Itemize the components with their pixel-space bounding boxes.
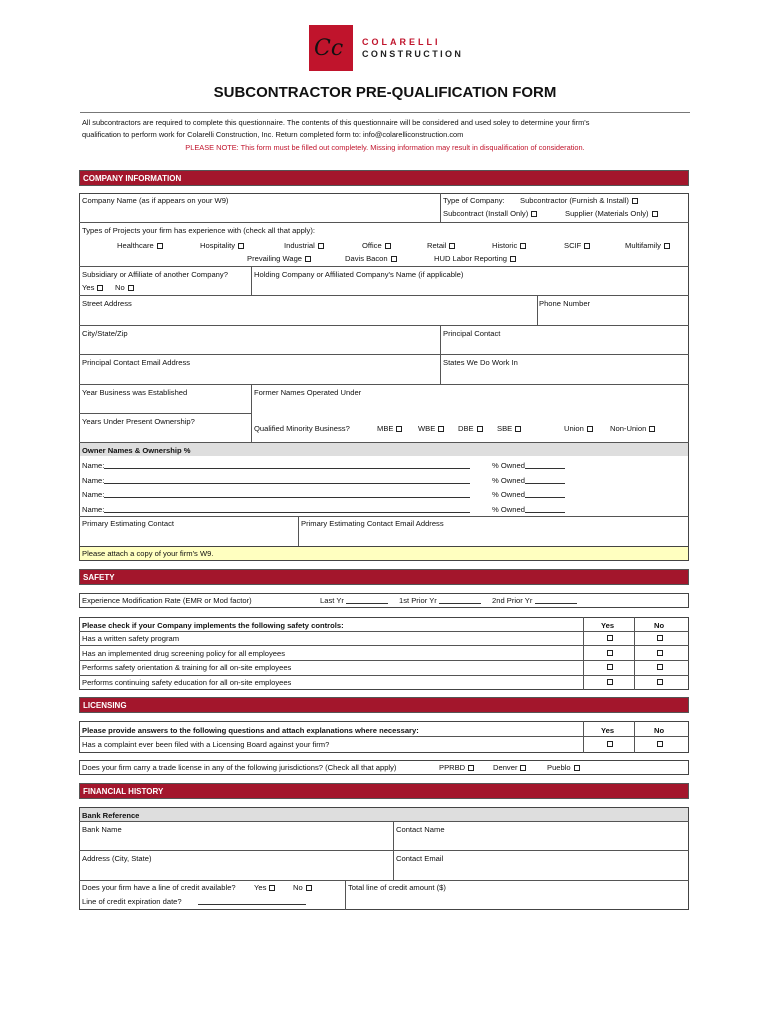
project-types-label: Types of Projects your firm has experience with (check all that apply): [82, 226, 315, 235]
divider [440, 193, 441, 222]
line-of-credit-no[interactable]: No [293, 883, 312, 892]
divider [634, 617, 635, 690]
bank-reference-header: Bank Reference [82, 811, 140, 820]
phone-number-field[interactable]: Phone Number [539, 299, 591, 308]
principal-email-field[interactable]: Principal Contact Email Address [82, 358, 191, 367]
states-field[interactable]: States We Do Work In [443, 358, 518, 367]
owners-header: Owner Names & Ownership % [82, 446, 191, 455]
emr-last-yr[interactable]: Last Yr [320, 596, 388, 605]
divider [79, 295, 689, 296]
jurisdiction-denver[interactable]: Denver [493, 763, 526, 772]
safety-item-yes-checkbox[interactable] [607, 664, 613, 670]
line-of-credit-question: Does your firm have a line of credit available? [82, 883, 236, 892]
intro-line-1: All subcontractors are required to complete this questionnaire. The contents of this questionnaire will be considered and used soley to determine your firm's [82, 118, 590, 127]
principal-contact-field[interactable]: Principal Contact [443, 329, 501, 338]
checkbox[interactable] [652, 211, 658, 217]
safety-item: Has an implemented drug screening policy for all employees [82, 649, 286, 658]
disqualification-note: PLEASE NOTE: This form must be filled out completely. Missing information may result in disqualification of consideration. [185, 143, 585, 152]
project-hospitality[interactable]: Hospitality [200, 241, 244, 250]
checkbox[interactable] [128, 285, 134, 291]
minority-dbe[interactable]: DBE [458, 424, 483, 433]
project-multifamily[interactable]: Multifamily [625, 241, 670, 250]
contact-name-field[interactable]: Contact Name [396, 825, 445, 834]
divider [79, 736, 689, 737]
section-company-information: COMPANY INFORMATION [79, 170, 689, 186]
minority-mbe[interactable]: MBE [377, 424, 402, 433]
company-logo [309, 25, 353, 71]
safety-item-no-checkbox[interactable] [657, 635, 663, 641]
complaint-yes-checkbox[interactable] [607, 741, 613, 747]
owner-row[interactable]: Name: [82, 461, 470, 470]
subsidiary-yes[interactable]: Yes [82, 283, 103, 292]
checkbox[interactable] [468, 765, 474, 771]
licensing-instructions: Please provide answers to the following questions and attach explanations where necessary: [82, 726, 419, 735]
checkbox[interactable] [587, 426, 593, 432]
checkbox[interactable] [664, 243, 670, 249]
divider [79, 660, 689, 661]
jurisdiction-pprbd[interactable]: PPRBD [439, 763, 474, 772]
divider [251, 384, 252, 442]
logo-monogram: Cc [314, 36, 344, 61]
union-option[interactable]: Union [564, 424, 593, 433]
checkbox[interactable] [385, 243, 391, 249]
divider [440, 325, 441, 354]
emr-2nd-prior[interactable]: 2nd Prior Yr [492, 596, 577, 605]
divider [79, 880, 689, 881]
section-financial-history: FINANCIAL HISTORY [79, 783, 689, 799]
safety-yes-header: Yes [601, 621, 615, 630]
safety-item-yes-checkbox[interactable] [607, 650, 613, 656]
divider [583, 617, 584, 690]
non-union-option[interactable]: Non-Union [610, 424, 655, 433]
checkbox[interactable] [584, 243, 590, 249]
bank-ref-bg [80, 808, 688, 821]
logo-name-line2: CONSTRUCTION [362, 49, 464, 59]
year-established-field[interactable]: Year Business was Established [82, 388, 188, 397]
project-industrial[interactable]: Industrial [284, 241, 324, 250]
checkbox[interactable] [306, 885, 312, 891]
contact-email-field[interactable]: Contact Email [396, 854, 444, 863]
divider [634, 721, 635, 753]
city-state-zip-field[interactable]: City/State/Zip [82, 329, 128, 338]
divider [79, 850, 689, 851]
project-healthcare[interactable]: Healthcare [117, 241, 163, 250]
divider [79, 516, 689, 517]
licensing-no-header: No [654, 726, 665, 735]
checkbox[interactable] [632, 198, 638, 204]
divider [79, 325, 689, 326]
checkbox[interactable] [449, 243, 455, 249]
divider [79, 675, 689, 676]
company-name-field[interactable]: Company Name (as if appears on your W9) [82, 196, 229, 205]
divider [537, 295, 538, 325]
owner-row[interactable]: Name: [82, 505, 470, 514]
minority-sbe[interactable]: SBE [497, 424, 521, 433]
owner-percent[interactable]: % Owned [492, 476, 565, 485]
section-licensing: LICENSING [79, 697, 689, 713]
project-davis-bacon[interactable]: Davis Bacon [345, 254, 397, 263]
subsidiary-label: Subsidiary or Affiliate of another Company? [82, 270, 228, 279]
emr-label: Experience Modification Rate (EMR or Mod factor) [82, 596, 252, 605]
minority-wbe[interactable]: WBE [418, 424, 444, 433]
checkbox[interactable] [438, 426, 444, 432]
safety-item: Performs continuing safety education for all on-site employees [82, 678, 292, 687]
checkbox[interactable] [520, 243, 526, 249]
estimating-contact-field[interactable]: Primary Estimating Contact [82, 519, 174, 528]
divider [79, 222, 689, 223]
estimating-email-field[interactable]: Primary Estimating Contact Email Address [301, 519, 444, 528]
divider [79, 631, 689, 632]
safety-controls-header: Please check if your Company implements the following safety controls: [82, 621, 344, 630]
checkbox[interactable] [649, 426, 655, 432]
complaint-question: Has a complaint ever been filed with a Licensing Board against your firm? [82, 740, 330, 749]
divider [79, 384, 689, 385]
line-of-credit-yes[interactable]: Yes [254, 883, 275, 892]
checkbox[interactable] [391, 256, 397, 262]
former-names-field[interactable]: Former Names Operated Under [254, 388, 362, 397]
years-ownership-field[interactable]: Years Under Present Ownership? [82, 417, 195, 426]
intro-line-2: qualification to perform work for Colarelli Construction, Inc. Return completed form to: info@colarelliconstruction.com [82, 130, 464, 139]
safety-item-yes-checkbox[interactable] [607, 635, 613, 641]
safety-no-header: No [654, 621, 665, 630]
divider [583, 721, 584, 753]
project-office[interactable]: Office [362, 241, 391, 250]
safety-item-no-checkbox[interactable] [657, 650, 663, 656]
jurisdiction-pueblo[interactable]: Pueblo [547, 763, 580, 772]
divider [79, 354, 689, 355]
project-prevailing-wage[interactable]: Prevailing Wage [247, 254, 311, 263]
owner-percent[interactable]: % Owned [492, 505, 565, 514]
page-title: SUBCONTRACTOR PRE-QUALIFICATION FORM [213, 84, 557, 101]
type-sub-install-option[interactable]: Subcontract (Install Only) [443, 209, 537, 218]
holding-company-field[interactable]: Holding Company or Affiliated Company's Name (if applicable) [254, 270, 464, 279]
divider [79, 821, 689, 822]
checkbox[interactable] [238, 243, 244, 249]
checkbox[interactable] [157, 243, 163, 249]
safety-item-no-checkbox[interactable] [657, 679, 663, 685]
divider [345, 880, 346, 910]
credit-expiration-field[interactable]: Line of credit expiration date? [82, 897, 306, 906]
divider [440, 354, 441, 384]
financial-box [79, 807, 689, 910]
emr-1st-prior[interactable]: 1st Prior Yr [399, 596, 481, 605]
safety-item-no-checkbox[interactable] [657, 664, 663, 670]
logo-name-line1: COLARELLI [362, 37, 441, 47]
minority-label: Qualified Minority Business? [254, 424, 350, 433]
checkbox[interactable] [305, 256, 311, 262]
divider [251, 266, 252, 295]
checkbox[interactable] [574, 765, 580, 771]
title-divider [80, 112, 690, 113]
section-safety: SAFETY [79, 569, 689, 585]
checkbox[interactable] [520, 765, 526, 771]
owner-row[interactable]: Name: [82, 490, 470, 499]
checkbox[interactable] [396, 426, 402, 432]
checkbox[interactable] [318, 243, 324, 249]
divider [79, 645, 689, 646]
divider [79, 266, 689, 267]
safety-item: Performs safety orientation & training for all on-site employees [82, 663, 292, 672]
total-credit-field[interactable]: Total line of credit amount ($) [348, 883, 446, 892]
w9-note: Please attach a copy of your firm's W9. [82, 549, 214, 558]
project-historic[interactable]: Historic [492, 241, 526, 250]
checkbox[interactable] [531, 211, 537, 217]
type-of-company-label: Type of Company: [443, 196, 505, 205]
checkbox[interactable] [515, 426, 521, 432]
subsidiary-no[interactable]: No [115, 283, 134, 292]
checkbox[interactable] [97, 285, 103, 291]
owner-percent[interactable]: % Owned [492, 461, 565, 470]
project-scif[interactable]: SCIF [564, 241, 590, 250]
project-retail[interactable]: Retail [427, 241, 455, 250]
checkbox[interactable] [477, 426, 483, 432]
owner-row[interactable]: Name: [82, 476, 470, 485]
type-sub-furnish-option[interactable]: Subcontractor (Furnish & Install) [520, 196, 638, 205]
divider [79, 413, 251, 414]
complaint-no-checkbox[interactable] [657, 741, 663, 747]
type-supplier-option[interactable]: Supplier (Materials Only) [565, 209, 658, 218]
safety-item-yes-checkbox[interactable] [607, 679, 613, 685]
bank-address-field[interactable]: Address (City, State) [82, 854, 152, 863]
checkbox[interactable] [269, 885, 275, 891]
street-address-field[interactable]: Street Address [82, 299, 132, 308]
licensing-yes-header: Yes [601, 726, 615, 735]
checkbox[interactable] [510, 256, 516, 262]
owner-percent[interactable]: % Owned [492, 490, 565, 499]
trade-license-question: Does your firm carry a trade license in any of the following jurisdictions? (Check all that apply) [82, 763, 397, 772]
project-hud-labor[interactable]: HUD Labor Reporting [434, 254, 516, 263]
divider [298, 516, 299, 546]
safety-item: Has a written safety program [82, 634, 180, 643]
bank-name-field[interactable]: Bank Name [82, 825, 122, 834]
intro-text [82, 117, 687, 141]
